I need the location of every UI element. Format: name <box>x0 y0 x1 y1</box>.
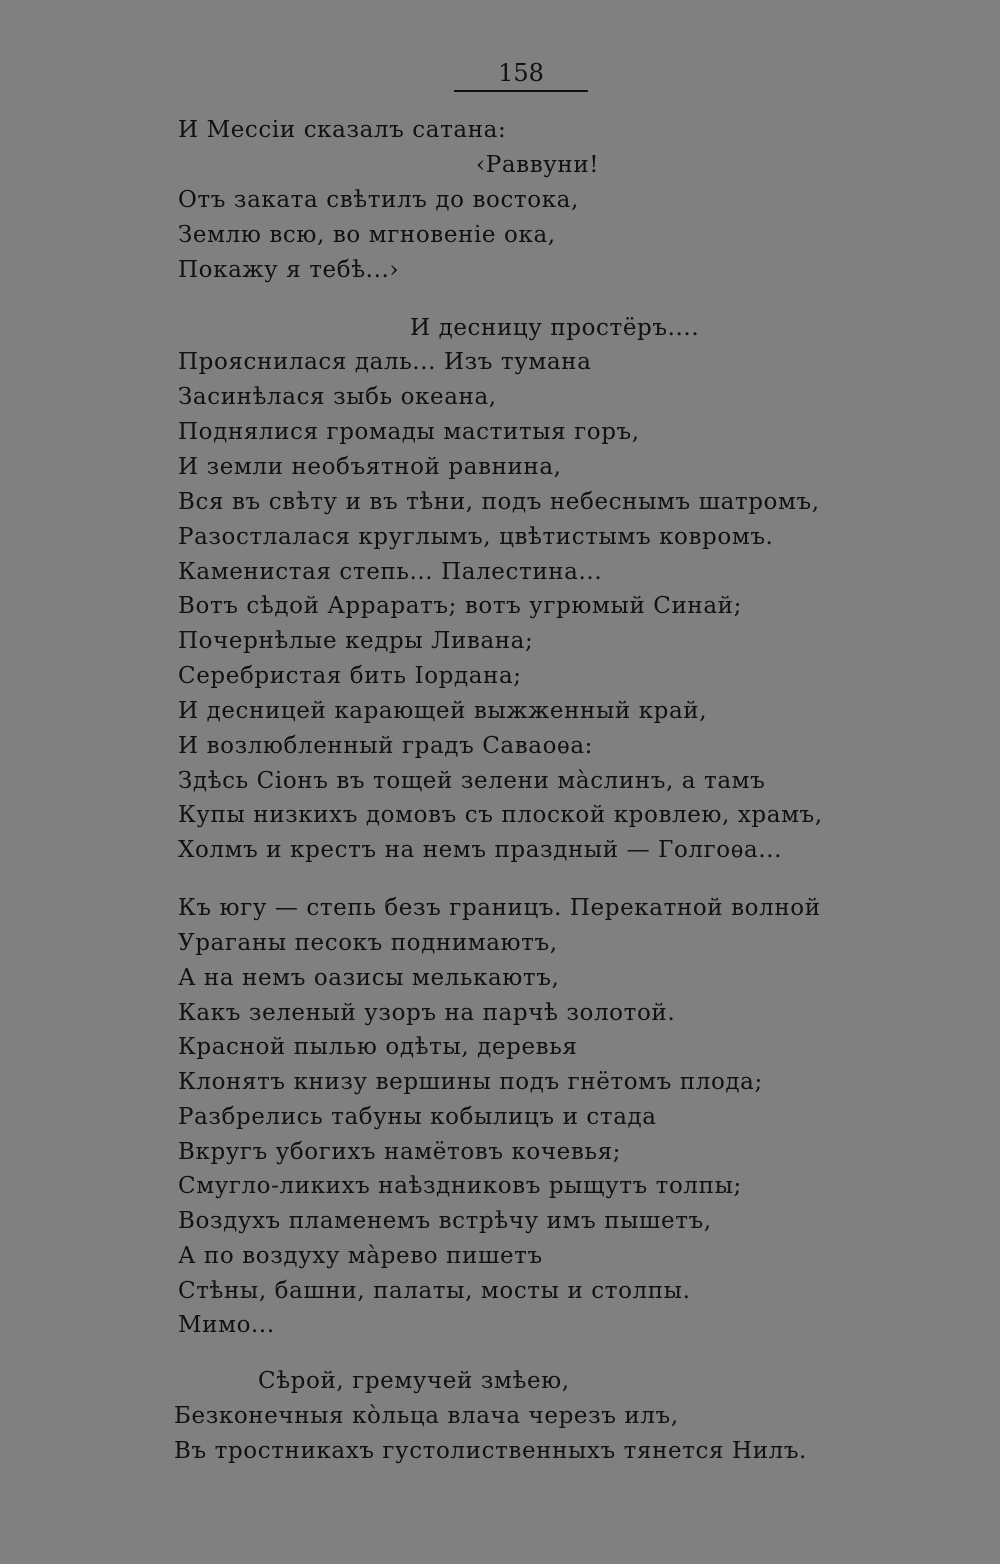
poem-line: Клонятъ книзу вершины подъ гнётомъ плода; <box>178 1069 763 1095</box>
poem-line: Стѣны, башни, палаты, мосты и столпы. <box>178 1278 691 1304</box>
poem-line: Мимо... <box>178 1312 275 1338</box>
poem-line: И возлюбленный градъ Саваоѳа: <box>178 733 593 759</box>
poem-line: Покажу я тебѣ...› <box>178 257 400 283</box>
poem-line: Разостлалася круглымъ, цвѣтистымъ ковромъ. <box>178 524 774 550</box>
poem-line: Поднялися громады маститыя горъ, <box>178 419 640 445</box>
poem-line: И десницу простёръ.... <box>410 315 700 341</box>
poem-line: Отъ заката свѣтилъ до востока, <box>178 187 579 213</box>
poem-line: Здѣсь Сіонъ въ тощей зелени мàслинъ, а тамъ <box>178 768 766 794</box>
poem-line: А по воздуху мàрево пишетъ <box>178 1243 543 1269</box>
poem-line: А на немъ оазисы мелькаютъ, <box>178 965 560 991</box>
poem-line: Красной пылью одѣты, деревья <box>178 1034 578 1060</box>
poem-line: Купы низкихъ домовъ съ плоской кровлею, храмъ, <box>178 802 823 828</box>
poem-line: Смугло-ликихъ наѣздниковъ рыщутъ толпы; <box>178 1173 742 1199</box>
poem-line: И Мессіи сказалъ сатана: <box>178 117 507 143</box>
poem-line: Разбрелись табуны кобылицъ и стада <box>178 1104 657 1130</box>
poem-line: Сѣрой, гремучей змѣею, <box>258 1368 570 1394</box>
poem-line: ‹Раввуни! <box>476 152 600 178</box>
poem-line: Каменистая степь... Палестина... <box>178 559 603 585</box>
poem-line: Почернѣлые кедры Ливана; <box>178 628 534 654</box>
poem-line: Въ тростникахъ густолиственныхъ тянется Нилъ. <box>174 1438 807 1464</box>
poem-line: Вся въ свѣту и въ тѣни, подъ небеснымъ шатромъ, <box>178 489 820 515</box>
poem-line: Холмъ и крестъ на немъ праздный — Голгоѳа... <box>178 837 783 863</box>
poem-line: И десницей карающей выжженный край, <box>178 698 708 724</box>
poem-line: И земли необъятной равнина, <box>178 454 562 480</box>
poem-line: Ураганы песокъ поднимаютъ, <box>178 930 558 956</box>
poem-line: Серебристая бить Іордана; <box>178 663 522 689</box>
poem-line: Вотъ сѣдой Аррaратъ; вотъ угрюмый Синай; <box>178 593 742 619</box>
poem-line: Къ югу — степь безъ границъ. Перекатной волной <box>178 895 821 921</box>
page-number: 158 <box>454 58 588 92</box>
poem-line: Воздухъ пламенемъ встрѣчу имъ пышетъ, <box>178 1208 712 1234</box>
poem-line: Какъ зеленый узоръ на парчѣ золотой. <box>178 1000 676 1026</box>
poem-line: Безконечныя кòльца влача черезъ илъ, <box>174 1403 679 1429</box>
poem-line: Засинѣлася зыбь океана, <box>178 384 497 410</box>
poem-line: Землю всю, во мгновеніе ока, <box>178 222 556 248</box>
poem-line: Прояснилася даль... Изъ тумана <box>178 349 592 375</box>
poem-line: Вкругъ убогихъ намётовъ кочевья; <box>178 1139 622 1165</box>
